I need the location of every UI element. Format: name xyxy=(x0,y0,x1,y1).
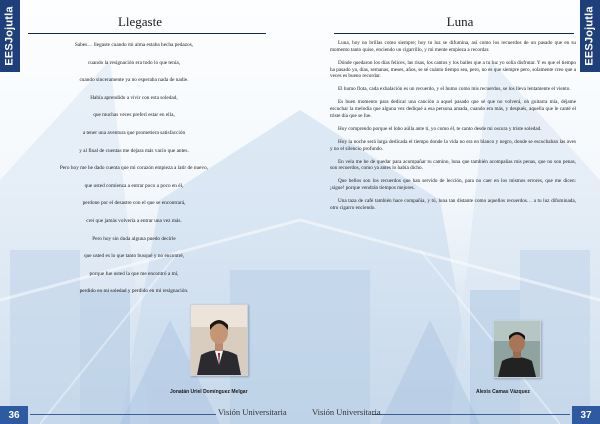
poem-line: cuando sinceramente ya no esperaba nada de nadie. xyxy=(79,77,189,84)
poem-line: creí que jamás volvería a entrar una vez más. xyxy=(86,217,182,224)
poem-line: que usted es lo que tanto busqué y no encontré, xyxy=(83,253,185,260)
footer-divider xyxy=(372,414,570,415)
title-divider xyxy=(334,33,574,34)
right-page xyxy=(300,0,600,424)
poem-body xyxy=(22,42,246,306)
poem-line: Pero hoy sin duda alguna puedo decirle xyxy=(92,235,176,242)
footer-publication: Visión Universitaria xyxy=(312,407,381,417)
prose-paragraph: En vela me he de quedar para acompañar tu camino, luna que también acompañas mis penas, que no son penas, son recuerdos, como ya antes lo había dicho. xyxy=(330,158,576,172)
prose-body xyxy=(330,40,576,218)
prose-paragraph: Una taza de café también hace compañía, y tú, luna tan distante como aquellos recuerdos… a tu luz difuminada, otro cigarro enciendo. xyxy=(330,198,576,212)
footer-publication: Visión Universitaria xyxy=(218,407,287,417)
title-divider xyxy=(28,33,266,34)
poem-line: cuando la resignación era todo lo que tenía, xyxy=(87,59,181,66)
poem-line: porque fue usted la que me encontró a mí, xyxy=(89,270,179,277)
poem-line: que usted comienza a entrar poco a poco en él, xyxy=(84,182,184,189)
page-number: 36 xyxy=(0,406,28,424)
poem-line: y al final de cuentas me dejara más vacío que antes. xyxy=(79,147,189,154)
page-number: 37 xyxy=(572,406,600,424)
author-photo xyxy=(190,304,248,376)
author-portrait xyxy=(191,305,247,375)
poem-line: Sabes… llegaste cuando mi alma estaba hecha pedazos, xyxy=(74,42,194,48)
author-name: Jonatán Uriel Domínguez Melgar xyxy=(170,389,248,395)
prose-paragraph: Es buen momento para dedicar una canción a aquel pasado que sé que no volverá, oh guitarra mía, déjame escuchar la melodía que alguna vez dediqué a esa persona amada, cuando era más, y después, aquella que le canté el triste día que se fue. xyxy=(330,99,576,119)
section-tab-label: EESJojutla xyxy=(584,6,596,66)
prose-paragraph: Hoy comprendo porque el lobo aúlla ante ti, yo como él, te canto desde mi oscura y triste soledad. xyxy=(338,125,542,132)
poem-line: perdone por el desastre con el que se encontrará, xyxy=(82,200,186,207)
prose-title: Luna xyxy=(446,14,474,29)
prose-paragraph: Que bellos son los recuerdos que han servido de lección, para no caer en los mismos errores, que me dicen: ¡sigue! porque vendrán tiempos mejores. xyxy=(330,178,576,192)
poem-line: a tener una aventura que prometiera satisfacción xyxy=(82,129,186,136)
section-tab xyxy=(580,0,600,72)
footer-divider xyxy=(30,414,216,415)
prose-paragraph: El humo flota, cada exhalación es un recuerdo, y el humo como mis recuerdos, se los lleva lentamente el viento. xyxy=(338,86,571,93)
poem-title: Llegaste xyxy=(117,14,163,29)
prose-paragraph: Luna, hoy no brillas como siempre; hoy tu luz se difumina, así como los recuerdos de un pasado que en su momento tanto quise, enciendo un cigarrillo, y mi mente empieza a recordar. xyxy=(330,40,576,53)
poem-line: Había aprendido a vivir con esta soledad, xyxy=(90,94,178,101)
section-tab xyxy=(0,0,20,72)
author-portrait xyxy=(494,321,540,377)
author-name: Alexis Camas Vázquez xyxy=(476,389,530,395)
author-photo xyxy=(493,320,541,378)
prose-paragraph: Dónde quedaron los días felices, las risas, los cantos y los bailes que a tu luz yo solía disfrutar. Y es que el tiempo ha pasado ya, días, semanas, meses, años, se sé cuánto tiempo sea, pero, no es que siempre pero, solamente creo que a veces es bueno recordar. xyxy=(330,59,576,80)
section-tab-label: EESJojutla xyxy=(4,6,16,66)
poem-line: perdido en mi soledad y perdido en mi resignación. xyxy=(79,288,189,295)
prose-paragraph: Hoy la noche será larga dedicada el tiempo donde la vida no era en blanco y negro, donde se escuchaban las aves y no el silencio profundo. xyxy=(330,138,576,152)
poem-line: que muchas veces preferí estar en ella, xyxy=(93,112,175,119)
poem-line: Pero hoy me he dado cuenta que mi corazón empieza a latir de nuevo, xyxy=(59,165,209,172)
